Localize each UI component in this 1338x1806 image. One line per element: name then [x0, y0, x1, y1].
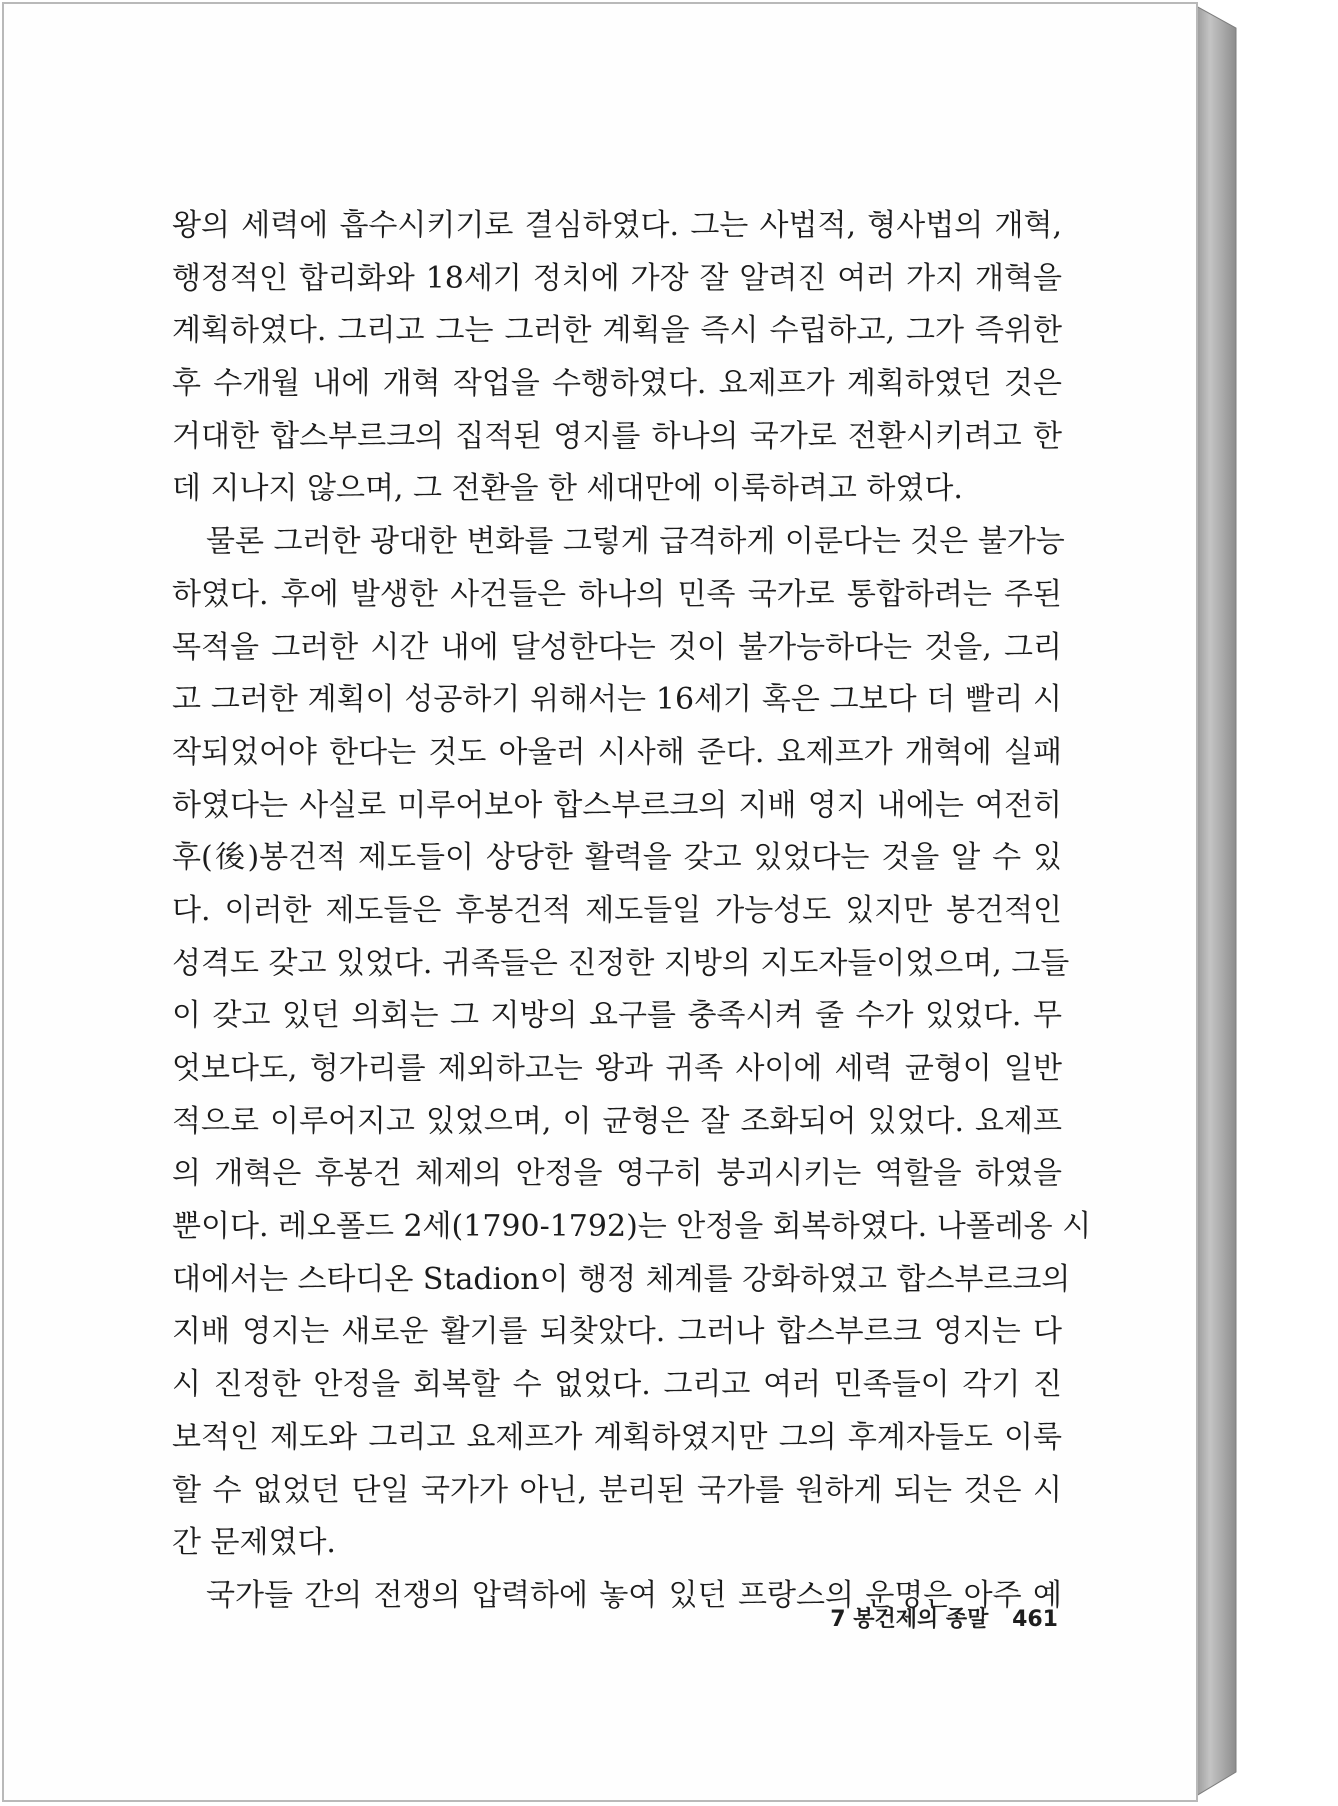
text-line: 시 진정한 안정을 회복할 수 없었다. 그리고 여러 민족들이 각기 진 — [172, 1367, 1062, 1403]
page-edge-shading — [1196, 6, 1338, 1806]
paragraph-first-line: 물론 그러한 광대한 변화를 그렇게 급격하게 이룬다는 것은 불가능 — [206, 524, 1065, 560]
text-line: 뿐이다. 레오폴드 2세(1790-1792)는 안정을 회복하였다. 나폴레옹 시 — [172, 1209, 1092, 1245]
text-line: 의 개혁은 후봉건 체제의 안정을 영구히 붕괴시키는 역할을 하였을 — [172, 1156, 1062, 1192]
page-footer — [804, 1602, 1058, 1633]
text-line: 하였다. 후에 발생한 사건들은 하나의 민족 국가로 통합하려는 주된 — [172, 576, 1062, 612]
text-line: 다. 이러한 제도들은 후봉건적 제도들일 가능성도 있지만 봉건적인 — [172, 892, 1062, 928]
text-line: 간 문제였다. — [172, 1525, 336, 1561]
page-number: 461 — [1012, 1607, 1058, 1632]
text-line: 계획하였다. 그리고 그는 그러한 계획을 즉시 수립하고, 그가 즉위한 — [172, 313, 1062, 349]
text-line: 왕의 세력에 흡수시키기로 결심하였다. 그는 사법적, 형사법의 개혁, — [172, 208, 1062, 243]
text-line: 행정적인 합리화와 18세기 정치에 가장 잘 알려진 여러 가지 개혁을 — [172, 260, 1062, 296]
text-line: 후 수개월 내에 개혁 작업을 수행하였다. 요제프가 계획하였던 것은 — [172, 366, 1062, 402]
text-line: 성격도 갖고 있었다. 귀족들은 진정한 지방의 지도자들이었으며, 그들 — [172, 945, 1070, 981]
text-line: 대에서는 스타디온 Stadion이 행정 체계를 강화하였고 합스부르크의 — [172, 1261, 1071, 1297]
text-line: 거대한 합스부르크의 집적된 영지를 하나의 국가로 전환시키려고 한 — [172, 418, 1062, 454]
text-line: 엇보다도, 헝가리를 제외하고는 왕과 귀족 사이에 세력 균형이 일반 — [172, 1051, 1062, 1086]
text-line: 보적인 제도와 그리고 요제프가 계획하였지만 그의 후계자들도 이룩 — [172, 1419, 1062, 1455]
book-page — [2, 2, 1198, 1802]
running-head: 7 봉건제의 종말 — [830, 1607, 989, 1632]
text-line: 하였다는 사실로 미루어보아 합스부르크의 지배 영지 내에는 여전히 — [172, 787, 1062, 823]
body-text — [172, 200, 1092, 1623]
text-line: 작되었어야 한다는 것도 아울러 시사해 준다. 요제프가 개혁에 실패 — [172, 734, 1062, 770]
text-line: 고 그러한 계획이 성공하기 위해서는 16세기 혹은 그보다 더 빨리 시 — [172, 682, 1062, 718]
text-line: 적으로 이루어지고 있었으며, 이 균형은 잘 조화되어 있었다. 요제프 — [172, 1103, 1062, 1139]
paragraph-first-line: 국가들 간의 전쟁의 압력하에 놓여 있던 프랑스의 운명은 아주 예 — [206, 1577, 1062, 1613]
text-line: 지배 영지는 새로운 활기를 되찾았다. 그러나 합스부르크 영지는 다 — [172, 1314, 1062, 1350]
text-line: 데 지나지 않으며, 그 전환을 한 세대만에 이룩하려고 하였다. — [172, 471, 963, 507]
text-line: 목적을 그러한 시간 내에 달성한다는 것이 불가능하다는 것을, 그리 — [172, 629, 1062, 665]
text-line: 할 수 없었던 단일 국가가 아닌, 분리된 국가를 원하게 되는 것은 시 — [172, 1472, 1062, 1508]
text-line: 후(後)봉건적 제도들이 상당한 활력을 갖고 있었다는 것을 알 수 있 — [172, 840, 1062, 876]
text-line: 이 갖고 있던 의회는 그 지방의 요구를 충족시켜 줄 수가 있었다. 무 — [172, 998, 1062, 1034]
